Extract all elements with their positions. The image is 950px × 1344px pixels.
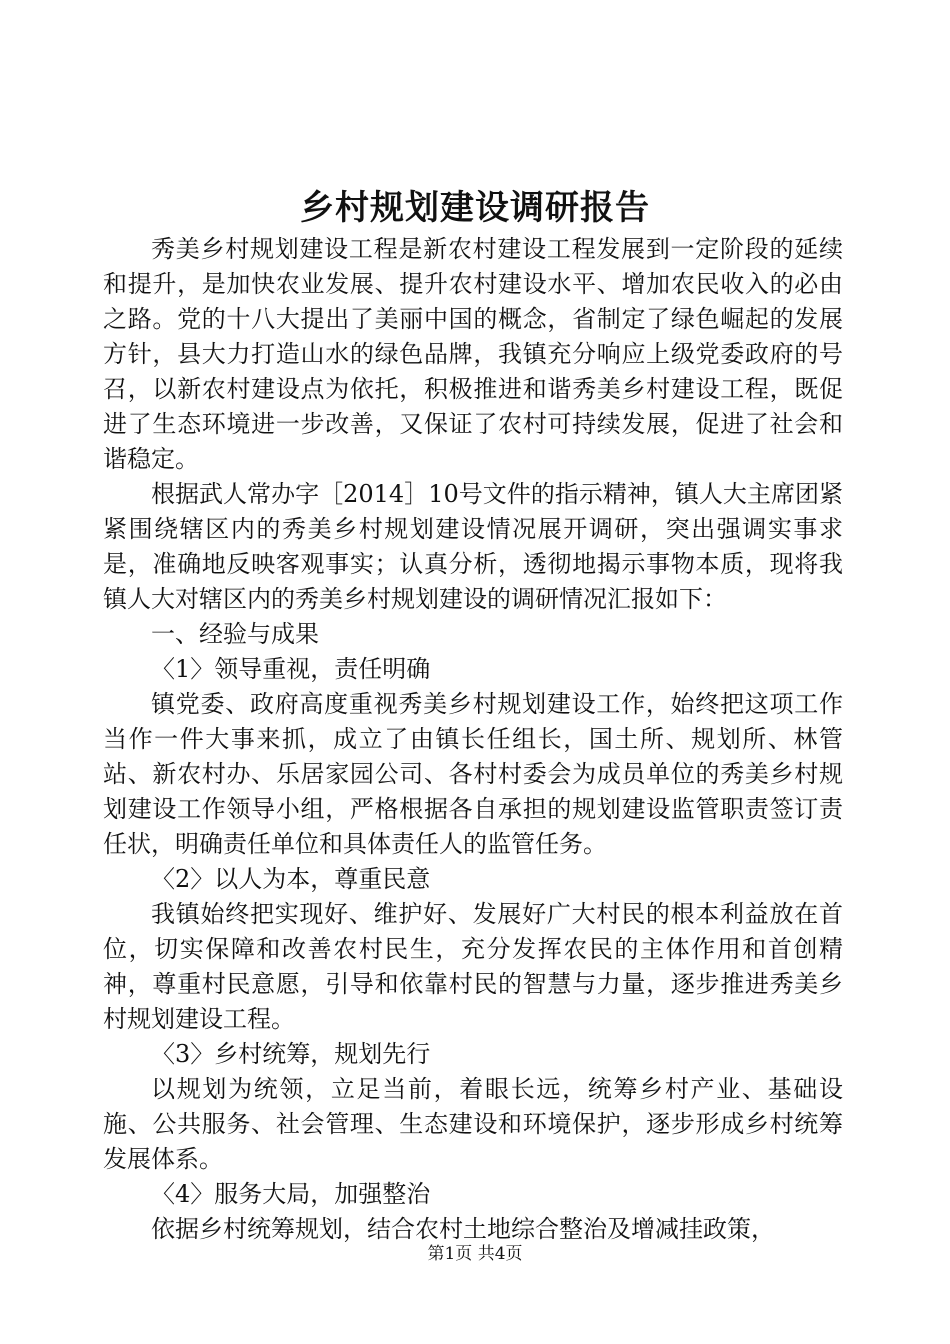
paragraph-service: 依据乡村统筹规划，结合农村土地综合整治及增减挂政策， xyxy=(151,1215,775,1243)
subheading-4: 〈4〉服务大局，加强整治 xyxy=(151,1180,431,1208)
section-heading-experience: 一、经验与成果 xyxy=(151,620,319,648)
paragraph-people: 我镇始终把实现好、维护好、发展好广大村民的根本利益放在首位，切实保障和改善农村民生，充分发挥农民的主体作用和首创精神，尊重村民意愿，引导和依靠村民的智慧与力量，逐步推进秀美乡村规划建设工程。 xyxy=(103,900,843,1033)
subheading-1: 〈1〉领导重视，责任明确 xyxy=(151,655,431,683)
paragraph-intro: 秀美乡村规划建设工程是新农村建设工程发展到一定阶段的延续和提升，是加快农业发展、提升农村建设水平、增加农民收入的必由之路。党的十八大提出了美丽中国的概念，省制定了绿色崛起的发展方针，县大力打造山水的绿色品牌，我镇充分响应上级党委政府的号召，以新农村建设点为依托，积极推进和谐秀美乡村建设工程，既促进了生态环境进一步改善，又保证了农村可持续发展，促进了社会和谐稳定。 xyxy=(103,235,843,473)
paragraph-leadership: 镇党委、政府高度重视秀美乡村规划建设工作，始终把这项工作当作一件大事来抓，成立了由镇长任组长，国土所、规划所、林管站、新农村办、乐居家园公司、各村村委会为成员单位的秀美乡村规划建设工作领导小组，严格根据各自承担的规划建设监管职责签订责任状，明确责任单位和具体责任人的监管任务。 xyxy=(103,690,843,858)
subheading-2: 〈2〉以人为本，尊重民意 xyxy=(151,865,431,893)
document-title: 乡村规划建设调研报告 xyxy=(300,188,650,228)
page-footer: 第1页 共4页 xyxy=(427,1244,523,1264)
document-body xyxy=(103,232,843,1247)
paragraph-planning: 以规划为统领，立足当前，着眼长远，统筹乡村产业、基础设施、公共服务、社会管理、生态建设和环境保护，逐步形成乡村统筹发展体系。 xyxy=(103,1075,843,1173)
paragraph-basis: 根据武人常办字［2014］10号文件的指示精神，镇人大主席团紧紧围绕辖区内的秀美乡村规划建设情况展开调研，突出强调实事求是，准确地反映客观事实；认真分析，透彻地揭示事物本质，现将我镇人大对辖区内的秀美乡村规划建设的调研情况汇报如下： xyxy=(103,480,843,613)
subheading-3: 〈3〉乡村统筹，规划先行 xyxy=(151,1040,431,1068)
